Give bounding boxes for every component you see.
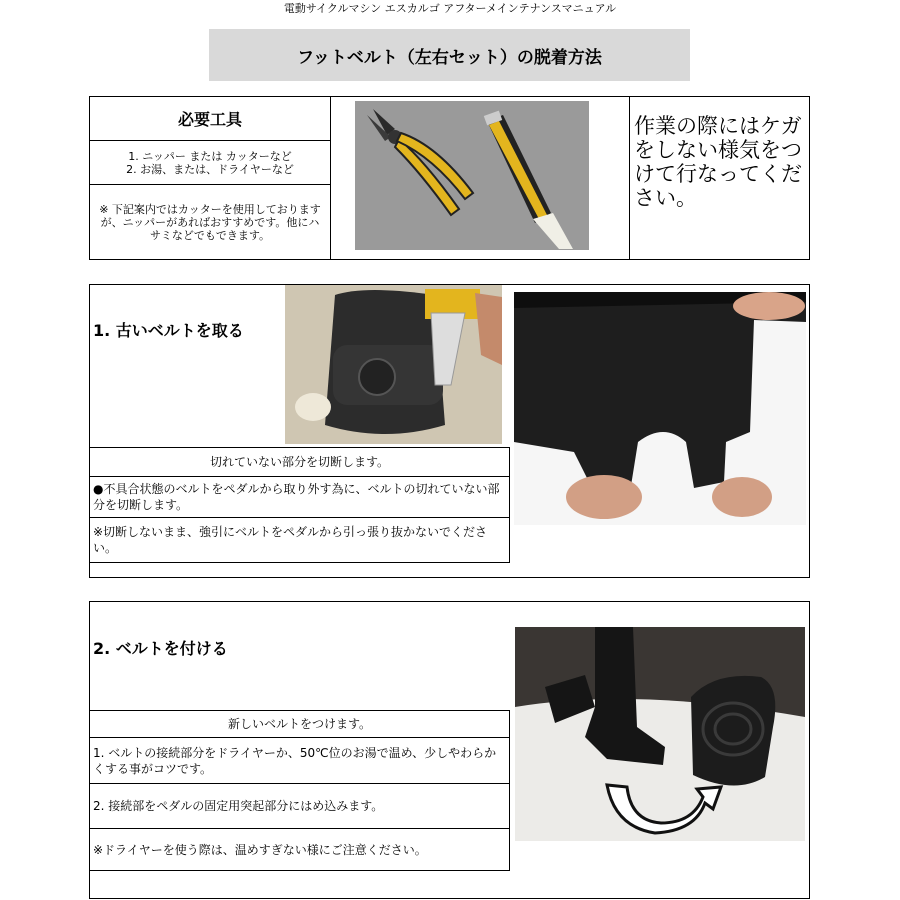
step1-title: 1. 古いベルトを取る xyxy=(93,321,244,340)
pliers-and-cutter-icon xyxy=(355,101,589,250)
pedal-cut-icon xyxy=(285,285,502,444)
tools-photo xyxy=(355,101,589,250)
step2-caption: 新しいベルトをつけます。 xyxy=(89,710,510,738)
step2-paragraph2: 2. 接続部をペダルの固定用突起部分にはめ込みます。 xyxy=(89,783,510,829)
page-title: フットベルト（左右セット）の脱着方法 xyxy=(209,29,690,81)
tools-list-item: 2. お湯、または、ドライヤーなど xyxy=(126,162,294,176)
step1-paragraph2: ※切断しないまま、強引にベルトをペダルから引っ張り抜かないでください。 xyxy=(89,517,510,563)
step1-caption: 切れていない部分を切断します。 xyxy=(89,447,510,477)
step1-photo-right xyxy=(514,292,806,525)
tools-list-item: 1. ニッパー または カッターなど xyxy=(128,149,292,163)
step1-photo-left xyxy=(285,285,502,444)
step2-photo xyxy=(515,627,805,841)
step2-paragraph1: 1. ベルトの接続部分をドライヤーか、50℃位のお湯で温め、少しやわらかくする事がコツです。 xyxy=(89,737,510,784)
tools-list xyxy=(89,140,331,185)
attach-belt-icon xyxy=(515,627,805,841)
step2-title: 2. ベルトを付ける xyxy=(93,639,228,658)
caution-text: 作業の際にはケガをしない様気をつけて行なってください。 xyxy=(634,114,802,210)
step2-paragraph3: ※ドライヤーを使う際は、温めすぎない様にご注意ください。 xyxy=(89,828,510,871)
cut-belt-icon xyxy=(514,292,806,525)
tools-heading: 必要工具 xyxy=(89,96,331,141)
step1-paragraph1: ●不具合状態のベルトをペダルから取り外す為に、ベルトの切れていない部分を切断します。 xyxy=(89,476,510,518)
document-header: 電動サイクルマシン エスカルゴ アフターメインテナンスマニュアル xyxy=(283,2,617,15)
tools-note: ※ 下記案内ではカッターを使用しておりますが、ニッパーがあればおすすめです。他にハサミなどでもできます。 xyxy=(89,184,331,260)
